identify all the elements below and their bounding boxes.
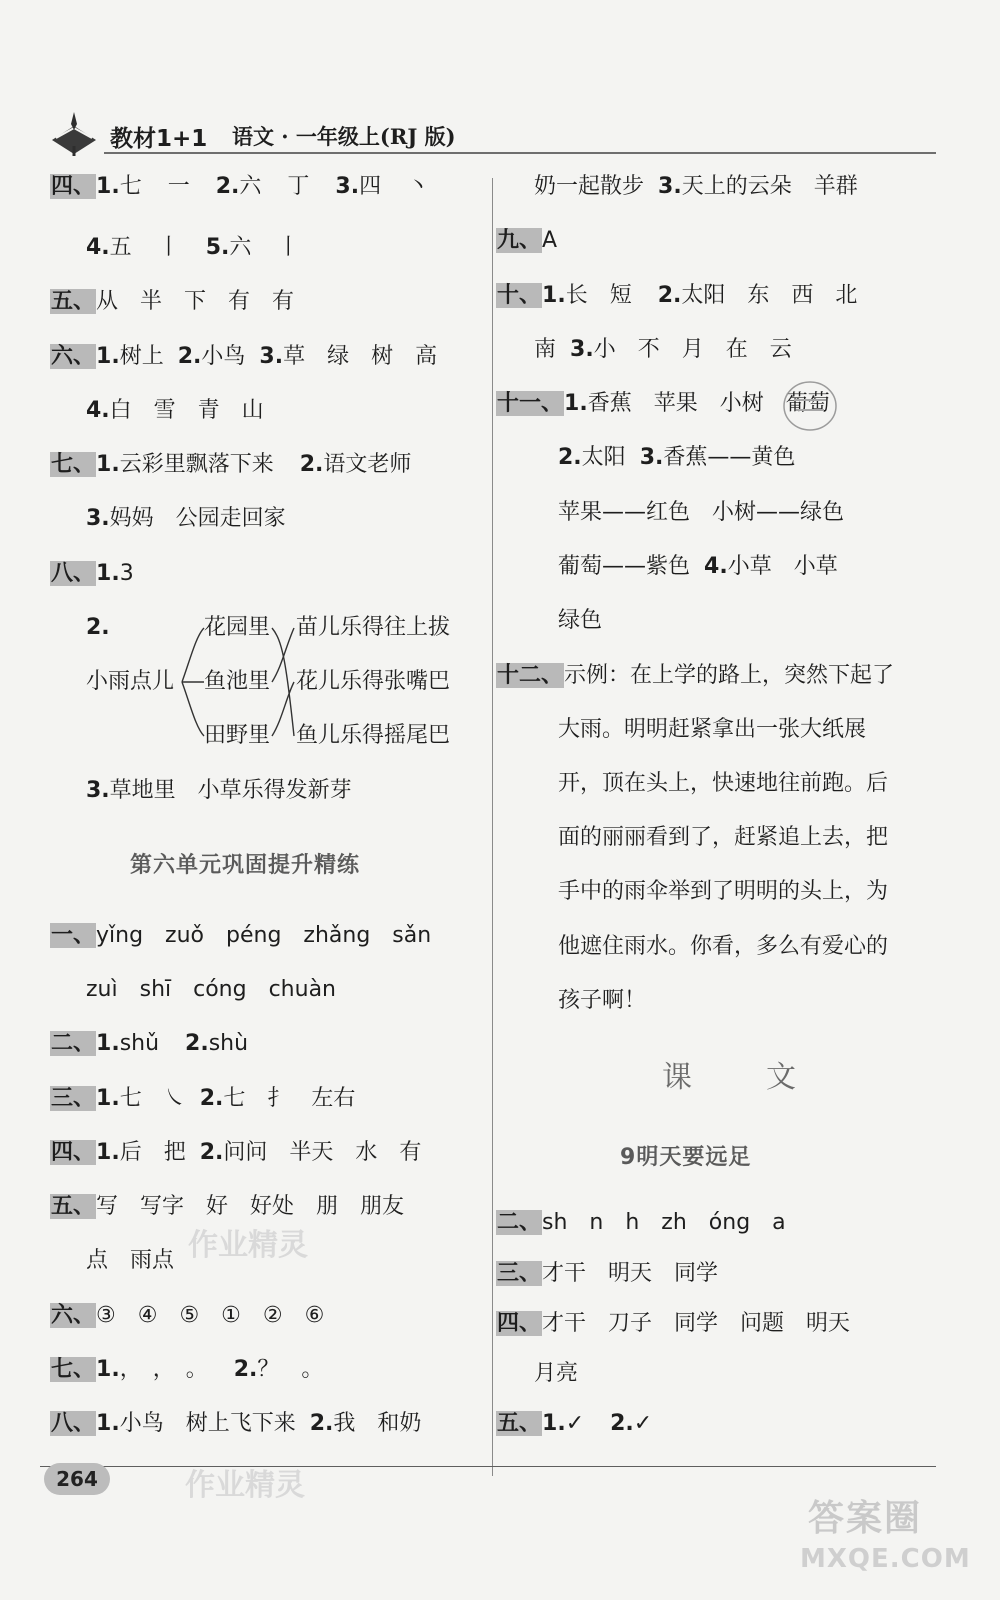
answer-line: 3.妈妈 公园走回家	[86, 506, 286, 531]
answer-line: 十二、示例：在上学的路上，突然下起了	[497, 663, 895, 688]
answer-line: 六、1.树上 2.小鸟 3.草 绿 树 高	[51, 344, 438, 369]
answer-line: 八、1.小鸟 树上飞下来 2.我 和奶	[51, 1411, 422, 1436]
match-result: 花儿乐得张嘴巴	[296, 669, 451, 694]
answer-line: 大雨。明明赶紧拿出一张大纸展	[558, 717, 867, 742]
stamp-watermark-icon	[780, 378, 840, 434]
answer-line: 2.	[86, 615, 110, 640]
answer-line: 六、③ ④ ⑤ ① ② ⑥	[51, 1303, 325, 1328]
answer-line: 面的丽丽看到了，赶紧追上去，把	[558, 825, 889, 850]
answer-line: 2.太阳 3.香蕉——黄色	[558, 445, 796, 470]
answer-line: 手中的雨伞举到了明明的头上，为	[558, 879, 889, 904]
match-place: 花园里	[204, 615, 271, 640]
lesson-title: 9明天要远足	[620, 1145, 752, 1170]
unit-title: 第六单元巩固提升精练	[130, 853, 361, 878]
subject-title: 语文 · 一年级上(RJ 版)	[232, 124, 456, 149]
answer-line: 五、从 半 下 有 有	[51, 289, 295, 314]
answer-line: 开，顶在头上，快速地往前跑。后	[558, 771, 889, 796]
page-number: 264	[44, 1463, 110, 1495]
answer-line: 九、A	[497, 228, 558, 253]
answer-line: 孩子啊！	[558, 988, 647, 1013]
url-watermark: MXQE.COM	[800, 1544, 971, 1574]
answer-line: zuì shī cóng chuàn	[86, 977, 336, 1002]
footer-divider	[40, 1466, 936, 1467]
watermark-text: 作业精灵	[188, 1228, 308, 1263]
answer-line: 点 雨点	[86, 1248, 175, 1273]
answer-line: 南 3.小 不 月 在 云	[534, 337, 792, 362]
answer-line: 四、1.后 把 2.问问 半天 水 有	[51, 1140, 422, 1165]
answer-line: 奶一起散步 3.天上的云朵 羊群	[534, 174, 858, 199]
answer-line: 十一、1.香蕉 苹果 小树 葡萄	[497, 391, 830, 416]
answer-line: 月亮	[534, 1361, 579, 1386]
answer-line: 4.白 雪 青 山	[86, 398, 264, 423]
answer-line: 八、1.3	[51, 561, 134, 586]
answer-line: 三、才干 明天 同学	[497, 1261, 719, 1286]
match-result: 苗儿乐得往上拔	[296, 615, 451, 640]
answer-line: 3.草地里 小草乐得发新芽	[86, 778, 352, 803]
answer-line: 七、1.云彩里飘落下来 2.语文老师	[51, 452, 412, 477]
match-result: 鱼儿乐得摇尾巴	[296, 723, 451, 748]
answer-line: 一、yǐng zuǒ péng zhǎng sǎn	[51, 923, 432, 948]
answer-line: 五、写 写字 好 好处 朋 朋友	[51, 1194, 405, 1219]
watermark-text: 作业精灵	[185, 1468, 305, 1503]
answer-line: 葡萄——紫色 4.小草 小草	[558, 554, 838, 579]
answer-line: 绿色	[558, 608, 603, 633]
match-subject: 小雨点儿	[86, 669, 175, 694]
match-place: 鱼池里	[204, 669, 271, 694]
answer-line: 苹果——红色 小树——绿色	[558, 500, 845, 525]
answer-line: 4.五 丨 5.六 丨	[86, 235, 300, 260]
answer-line: 四、才干 刀子 同学 问题 明天	[497, 1311, 851, 1336]
answer-line: 七、1.， ， 。 2.？ 。	[51, 1357, 324, 1382]
corner-watermark: 答案圈	[808, 1498, 923, 1539]
answer-line: 四、1.七 一 2.六 丁 3.四 丶	[51, 174, 430, 199]
section-title: 课 文	[662, 1060, 818, 1095]
answer-line: 三、1.七 ㇏ 2.七 扌 左右	[51, 1086, 356, 1111]
answer-line: 十、1.长 短 2.太阳 东 西 北	[497, 283, 858, 308]
answer-line: 五、1.✓ 2.✓	[497, 1411, 653, 1436]
answer-line: 他遮住雨水。你看，多么有爱心的	[558, 934, 889, 959]
answer-line: 二、1.shǔ 2.shù	[51, 1031, 249, 1056]
brand-title: 教材1+1	[110, 126, 208, 152]
answer-line: 二、sh n h zh óng a	[497, 1210, 786, 1235]
match-place: 田野里	[204, 723, 271, 748]
